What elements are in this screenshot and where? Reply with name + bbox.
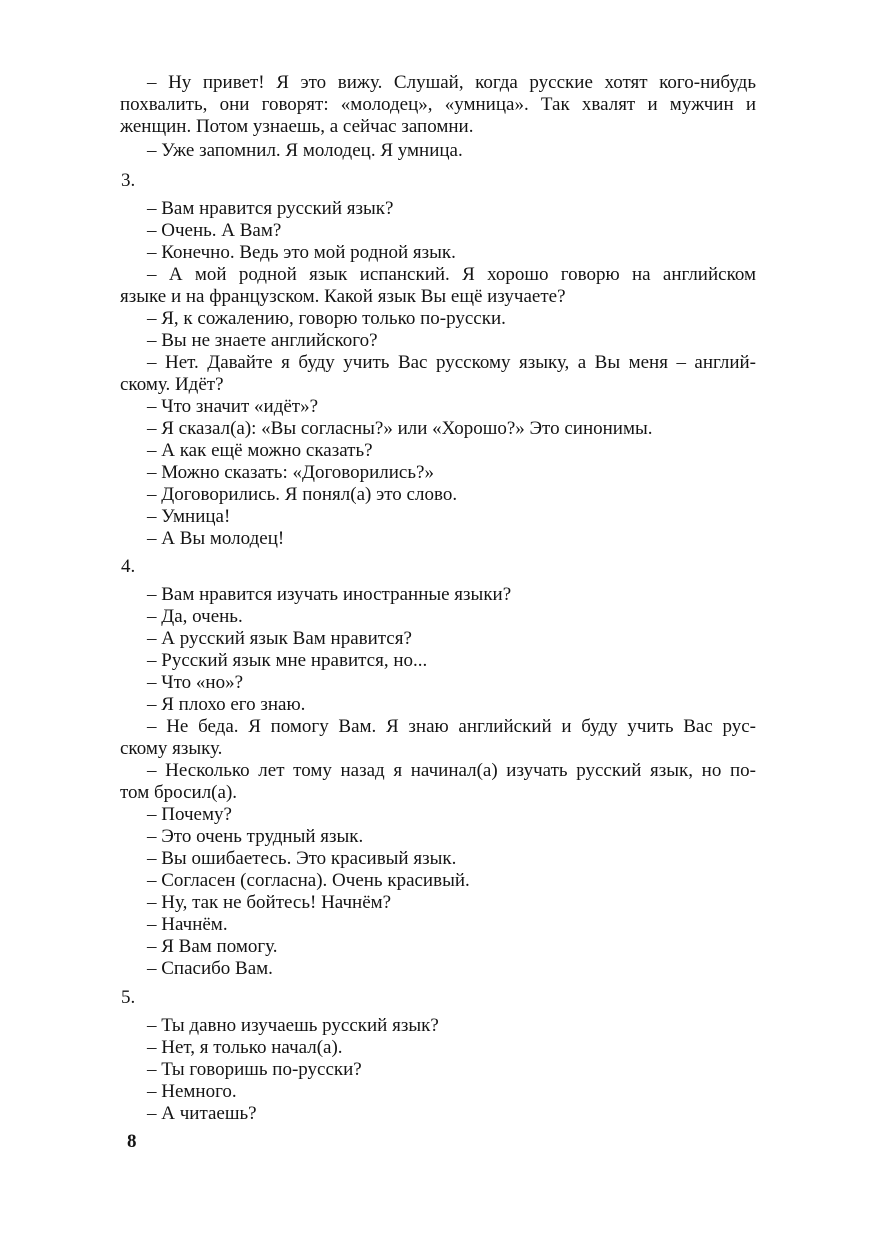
dialogue-paragraph <box>120 1037 756 1059</box>
dialogue-paragraph <box>120 528 756 550</box>
text-line: – Очень. А Вам? <box>147 220 282 241</box>
text-line: – А читаешь? <box>147 1103 257 1124</box>
text-line: – Да, очень. <box>147 606 243 627</box>
text-line: – Не беда. Я помогу Вам. Я знаю английский и буду учить Вас рус- <box>147 716 756 737</box>
dialogue-paragraph <box>120 264 756 308</box>
dialogue-paragraph <box>120 870 756 892</box>
text-line: – Согласен (согласна). Очень красивый. <box>147 870 470 891</box>
dialogue-paragraph <box>120 308 756 330</box>
text-line: – А русский язык Вам нравится? <box>147 628 412 649</box>
dialogue-paragraph <box>120 628 756 650</box>
text-line: – Уже запомнил. Я молодец. Я умница. <box>147 140 463 161</box>
text-line: – Что «но»? <box>147 672 244 693</box>
dialogue-paragraph <box>120 330 756 352</box>
dialogue-paragraph <box>120 506 756 528</box>
dialogue-paragraph <box>120 606 756 628</box>
text-line: – Начнём. <box>147 914 228 935</box>
dialogue-paragraph <box>120 1081 756 1103</box>
dialogue-paragraph <box>120 1015 756 1037</box>
dialogue-paragraph <box>120 804 756 826</box>
text-line: – Я, к сожалению, говорю только по-русски. <box>147 308 506 329</box>
text-line: – Договорились. Я понял(а) это слово. <box>147 484 458 505</box>
dialogue-paragraph <box>120 760 756 804</box>
dialogue-paragraph <box>120 1103 756 1125</box>
dialogue-paragraph <box>120 584 756 606</box>
text-line: – Вам нравится русский язык? <box>147 198 394 219</box>
text-line: – Ну привет! Я это вижу. Слушай, когда русские хотят кого-нибудь <box>147 72 756 93</box>
dialogue-paragraph <box>120 352 756 396</box>
dialogue-paragraph <box>120 440 756 462</box>
text-line: – Ну, так не бойтесь! Начнём? <box>147 892 392 913</box>
dialogue-paragraph <box>120 1059 756 1081</box>
dialogue-paragraph <box>120 650 756 672</box>
dialogue-paragraph <box>120 914 756 936</box>
dialogue-paragraph <box>120 418 756 440</box>
text-line: – Почему? <box>147 804 232 825</box>
text-line: – Это очень трудный язык. <box>147 826 364 847</box>
text-line: – Несколько лет тому назад я начинал(а) изучать русский язык, но по- <box>147 760 756 781</box>
dialogue-paragraph <box>120 72 756 138</box>
text-line: – А мой родной язык испанский. Я хорошо говорю на английском <box>147 264 756 285</box>
text-line: – А Вы молодец! <box>147 528 285 549</box>
text-line: – Нет. Давайте я буду учить Вас русскому языку, а Вы меня – англий- <box>147 352 756 373</box>
text-line: – Русский язык мне нравится, но... <box>147 650 428 671</box>
text-line: – Вам нравится изучать иностранные языки? <box>147 584 512 605</box>
dialogue-paragraph <box>120 958 756 980</box>
dialogue-paragraph <box>120 484 756 506</box>
dialogue-paragraph <box>120 396 756 418</box>
text-line: – Умница! <box>147 506 231 527</box>
text-line: – Я плохо его знаю. <box>147 694 306 715</box>
text-line: – Ты давно изучаешь русский язык? <box>147 1015 439 1036</box>
text-line: скому языку. <box>120 738 223 759</box>
page-number: 8 <box>127 1131 137 1152</box>
text-line: – Вы ошибаетесь. Это красивый язык. <box>147 848 457 869</box>
text-line: – Можно сказать: «Договорились?» <box>147 462 434 483</box>
section-number: 4. <box>121 556 136 577</box>
text-line: – А как ещё можно сказать? <box>147 440 373 461</box>
dialogue-paragraph <box>120 242 756 264</box>
text-line: – Конечно. Ведь это мой родной язык. <box>147 242 456 263</box>
dialogue-paragraph <box>120 198 756 220</box>
dialogue-paragraph <box>120 462 756 484</box>
dialogue-paragraph <box>120 140 756 162</box>
text-line: похвалить, они говорят: «молодец», «умница». Так хвалят и мужчин и <box>120 94 756 115</box>
dialogue-paragraph <box>120 848 756 870</box>
text-line: – Что значит «идёт»? <box>147 396 319 417</box>
dialogue-paragraph <box>120 936 756 958</box>
text-line: – Я сказал(а): «Вы согласны?» или «Хорошо?» Это синонимы. <box>147 418 653 439</box>
dialogue-paragraph <box>120 220 756 242</box>
text-line: языке и на французском. Какой язык Вы ещё изучаете? <box>120 286 566 307</box>
dialogue-paragraph <box>120 716 756 760</box>
dialogue-paragraph <box>120 672 756 694</box>
text-line: скому. Идёт? <box>120 374 224 395</box>
text-line: – Спасибо Вам. <box>147 958 273 979</box>
text-line: – Ты говоришь по-русски? <box>147 1059 362 1080</box>
section-number: 5. <box>121 987 136 1008</box>
text-line: – Немного. <box>147 1081 237 1102</box>
dialogue-paragraph <box>120 892 756 914</box>
text-line: том бросил(а). <box>120 782 238 803</box>
text-line: женщин. Потом узнаешь, а сейчас запомни. <box>120 116 474 137</box>
dialogue-paragraph <box>120 694 756 716</box>
text-line: – Нет, я только начал(а). <box>147 1037 343 1058</box>
section-number: 3. <box>121 170 136 191</box>
text-line: – Я Вам помогу. <box>147 936 278 957</box>
dialogue-paragraph <box>120 826 756 848</box>
text-line: – Вы не знаете английского? <box>147 330 378 351</box>
